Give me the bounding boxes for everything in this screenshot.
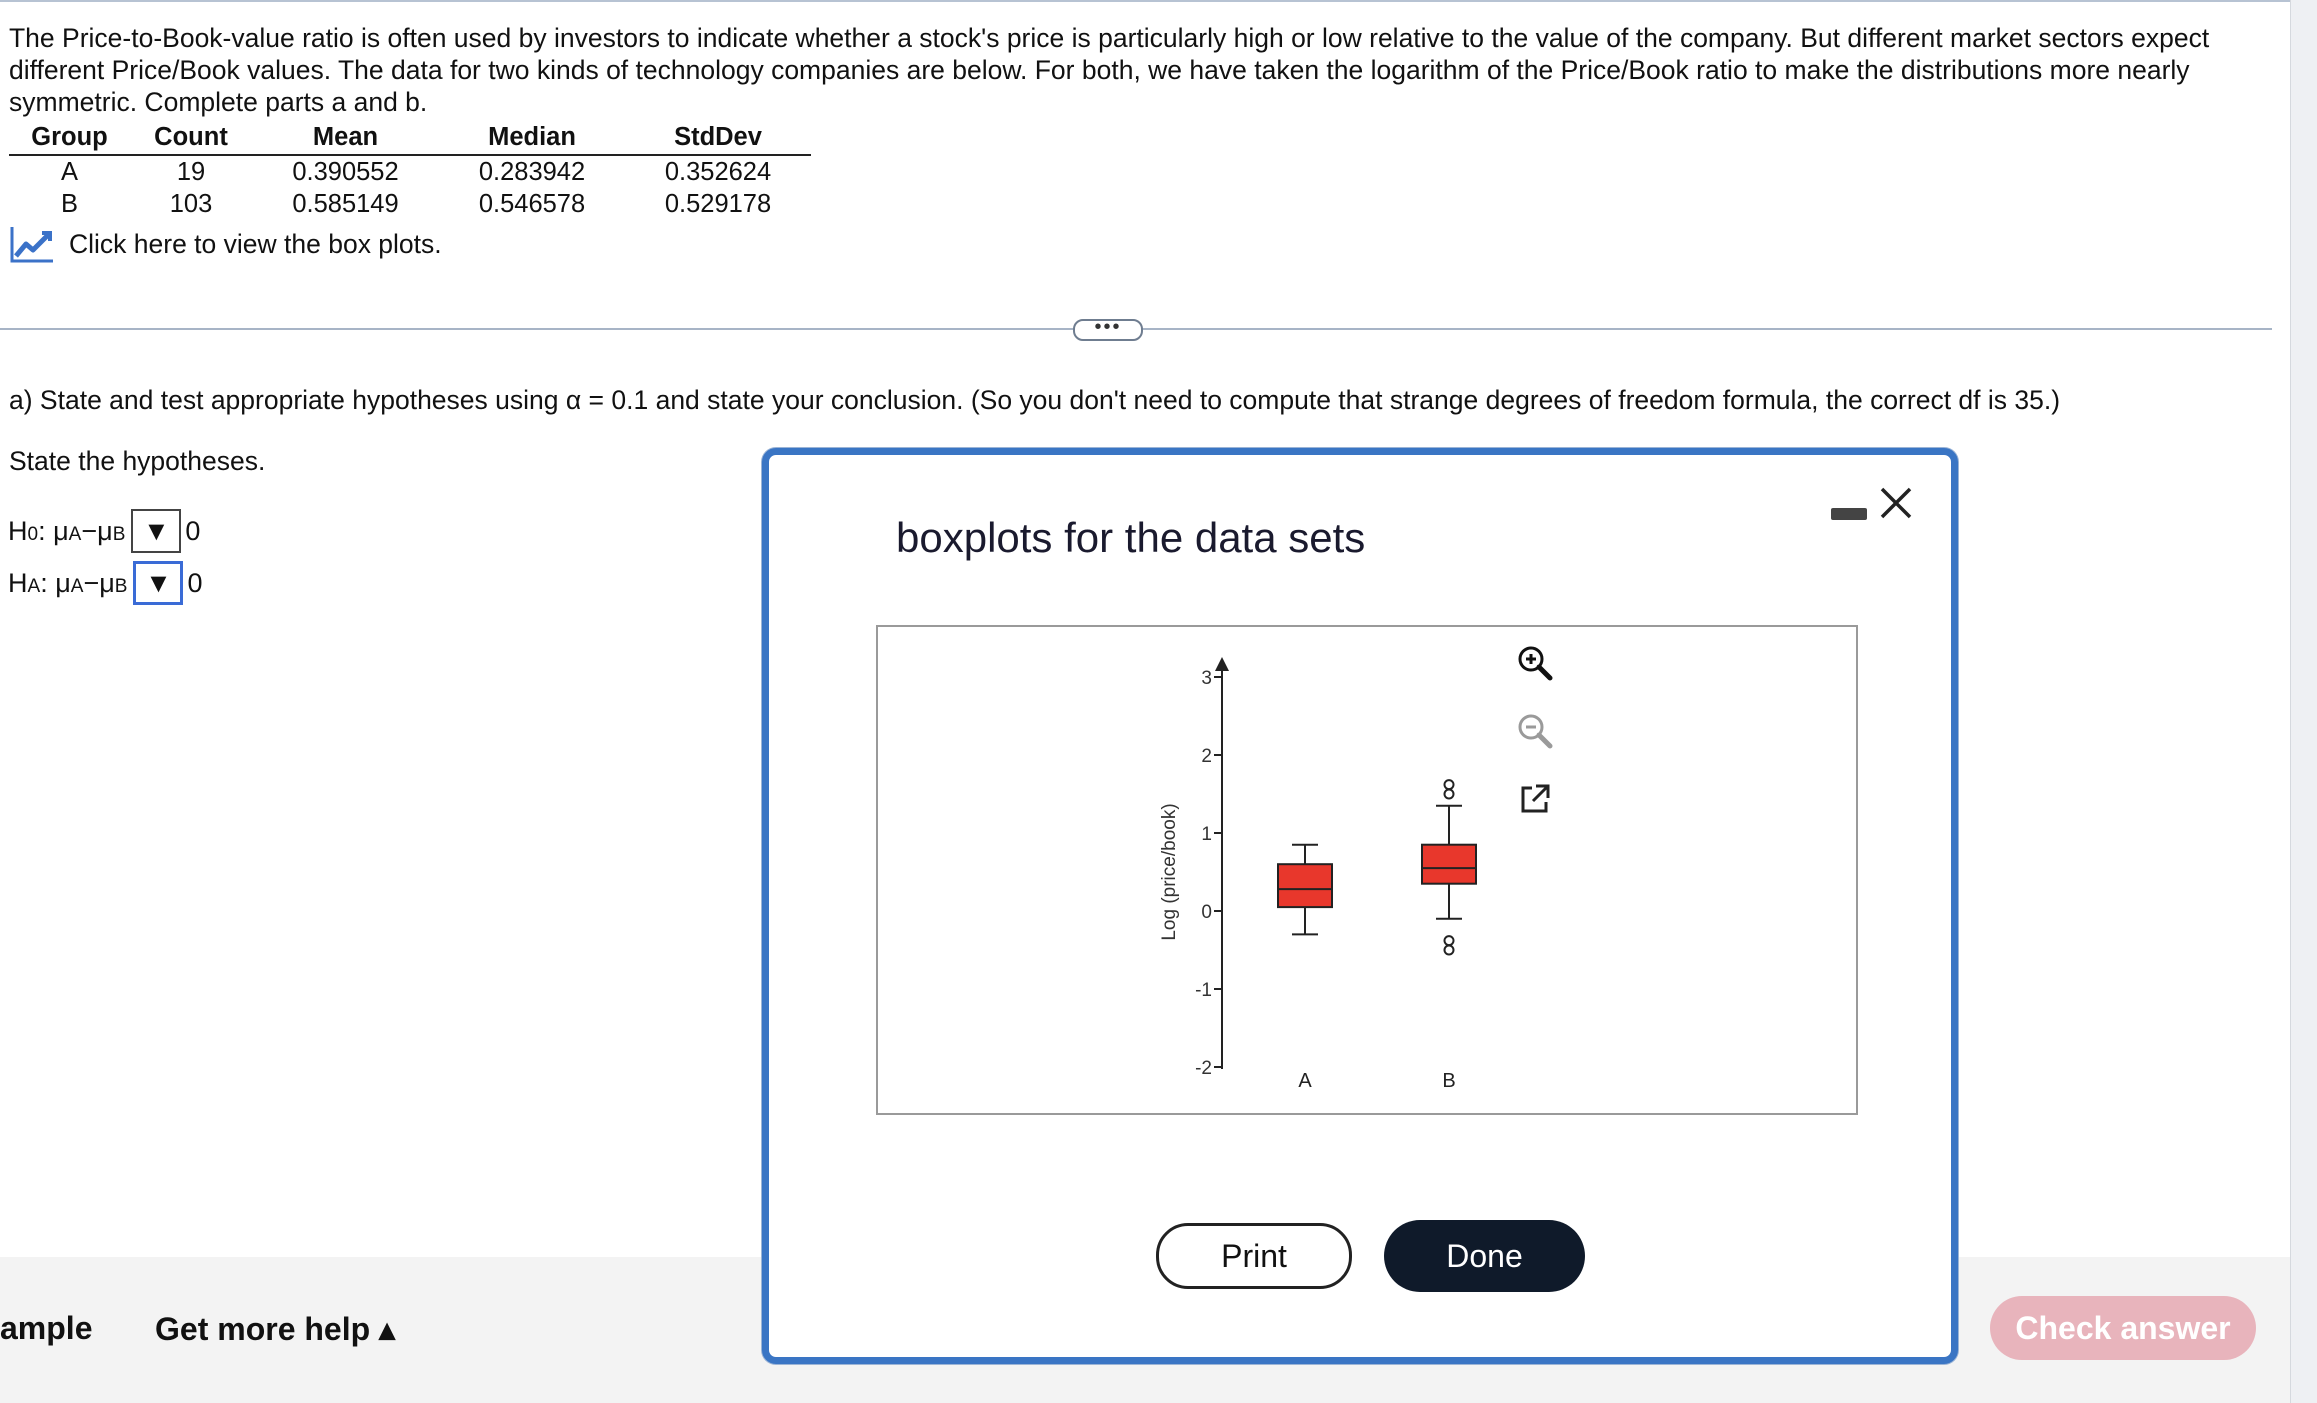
alt-relation-dropdown[interactable] xyxy=(133,561,183,605)
close-icon xyxy=(1879,486,1913,520)
outlier-point xyxy=(1445,946,1454,955)
alt-hypothesis-value: 0 xyxy=(187,567,203,598)
top-border xyxy=(0,0,2290,2)
outlier-point xyxy=(1445,780,1454,789)
print-button[interactable]: Print xyxy=(1156,1223,1352,1289)
dialog-title: boxplots for the data sets xyxy=(896,514,1366,561)
y-tick-label: -1 xyxy=(1195,980,1212,1001)
y-tick-label: 3 xyxy=(1201,668,1212,689)
table-cell: 103 xyxy=(169,189,213,218)
zoom-out-button[interactable] xyxy=(1511,707,1559,755)
col-header: Group xyxy=(9,121,130,155)
outlier-point xyxy=(1445,790,1454,799)
col-header: Mean xyxy=(252,121,439,155)
alt-hypothesis-label: H A : μ A − μ B xyxy=(8,567,128,598)
table-cell: 0.352624 xyxy=(664,157,772,186)
table-cell: 0.390552 xyxy=(292,157,399,186)
minimize-button[interactable] xyxy=(1831,508,1867,520)
null-hypothesis-label: H 0 : μ A − μ B xyxy=(8,515,126,546)
alt-hypothesis-row xyxy=(8,561,203,605)
pop-out-button[interactable] xyxy=(1511,775,1559,823)
part-a-prompt: a) State and test appropriate hypotheses using α = 0.1 and state your conclusion. (So you don't need to compute that strange degrees of freedom formula, the correct df is 35.) xyxy=(9,385,2061,415)
view-example-button[interactable]: ample xyxy=(0,1310,93,1346)
y-tick-label: 0 xyxy=(1201,902,1212,923)
y-axis-label: Log (price/book) xyxy=(1159,803,1180,941)
right-scrollbar[interactable] xyxy=(2290,0,2317,1403)
dropdown-arrow-icon: ▼ xyxy=(145,567,172,598)
outlier-point xyxy=(1445,936,1454,945)
state-hypotheses-label: State the hypotheses. xyxy=(9,446,266,476)
table-cell: 0.585149 xyxy=(292,189,399,218)
box-A xyxy=(1278,864,1332,907)
table-header-row xyxy=(9,121,811,155)
table-cell: A xyxy=(60,157,78,186)
table-cell: 0.546578 xyxy=(478,189,586,218)
boxplot-chart-frame xyxy=(876,625,1858,1115)
zoom-in-button[interactable] xyxy=(1511,639,1559,687)
y-tick-label: 1 xyxy=(1201,824,1212,845)
done-button[interactable]: Done xyxy=(1384,1220,1585,1292)
chart-icon xyxy=(9,224,55,264)
table-cell: 0.283942 xyxy=(478,157,586,186)
y-tick-label: 2 xyxy=(1201,746,1212,767)
view-box-plots-link[interactable] xyxy=(9,224,442,264)
table-cell: 19 xyxy=(176,157,206,186)
category-label: A xyxy=(1298,1070,1312,1092)
boxplot-chart xyxy=(878,627,1856,1113)
summary-table xyxy=(9,121,811,220)
boxplot-dialog xyxy=(762,448,1958,1364)
dropdown-arrow-icon: ▼ xyxy=(143,515,170,546)
y-tick-label: -2 xyxy=(1195,1058,1212,1079)
table-row xyxy=(9,155,811,188)
zoom-in-icon xyxy=(1516,644,1554,682)
pop-out-icon xyxy=(1516,780,1554,818)
table-row xyxy=(9,188,811,220)
null-relation-dropdown[interactable] xyxy=(131,509,181,553)
y-axis-arrow xyxy=(1215,657,1229,671)
box-B xyxy=(1422,845,1476,884)
table-cell: 0.529178 xyxy=(664,189,772,218)
col-header: Count xyxy=(130,121,252,155)
null-hypothesis-value: 0 xyxy=(185,515,201,546)
get-more-help-button[interactable]: Get more help ▴ xyxy=(155,1311,396,1347)
table-cell: B xyxy=(60,189,78,218)
view-box-plots-label: Click here to view the box plots. xyxy=(69,228,442,259)
category-label: B xyxy=(1442,1070,1456,1092)
null-hypothesis-row xyxy=(8,509,200,553)
close-button[interactable] xyxy=(1879,481,1913,527)
col-header: StdDev xyxy=(625,121,811,155)
problem-intro: The Price-to-Book-value ratio is often used by investors to indicate whether a stock's price is particularly high or low relative to the value of the company. But different market sectors expect different Price/Book values. The data for two kinds of technology companies are below. For both, we have taken the logarithm of the Price/Book ratio to make the distributions more nearly symmetric. Complete parts a and b. xyxy=(9,23,2210,117)
col-header: Median xyxy=(439,121,625,155)
expand-ellipsis-button[interactable]: ••• xyxy=(1073,319,1143,341)
zoom-out-icon xyxy=(1516,712,1554,750)
check-answer-button[interactable]: Check answer xyxy=(1990,1296,2256,1360)
